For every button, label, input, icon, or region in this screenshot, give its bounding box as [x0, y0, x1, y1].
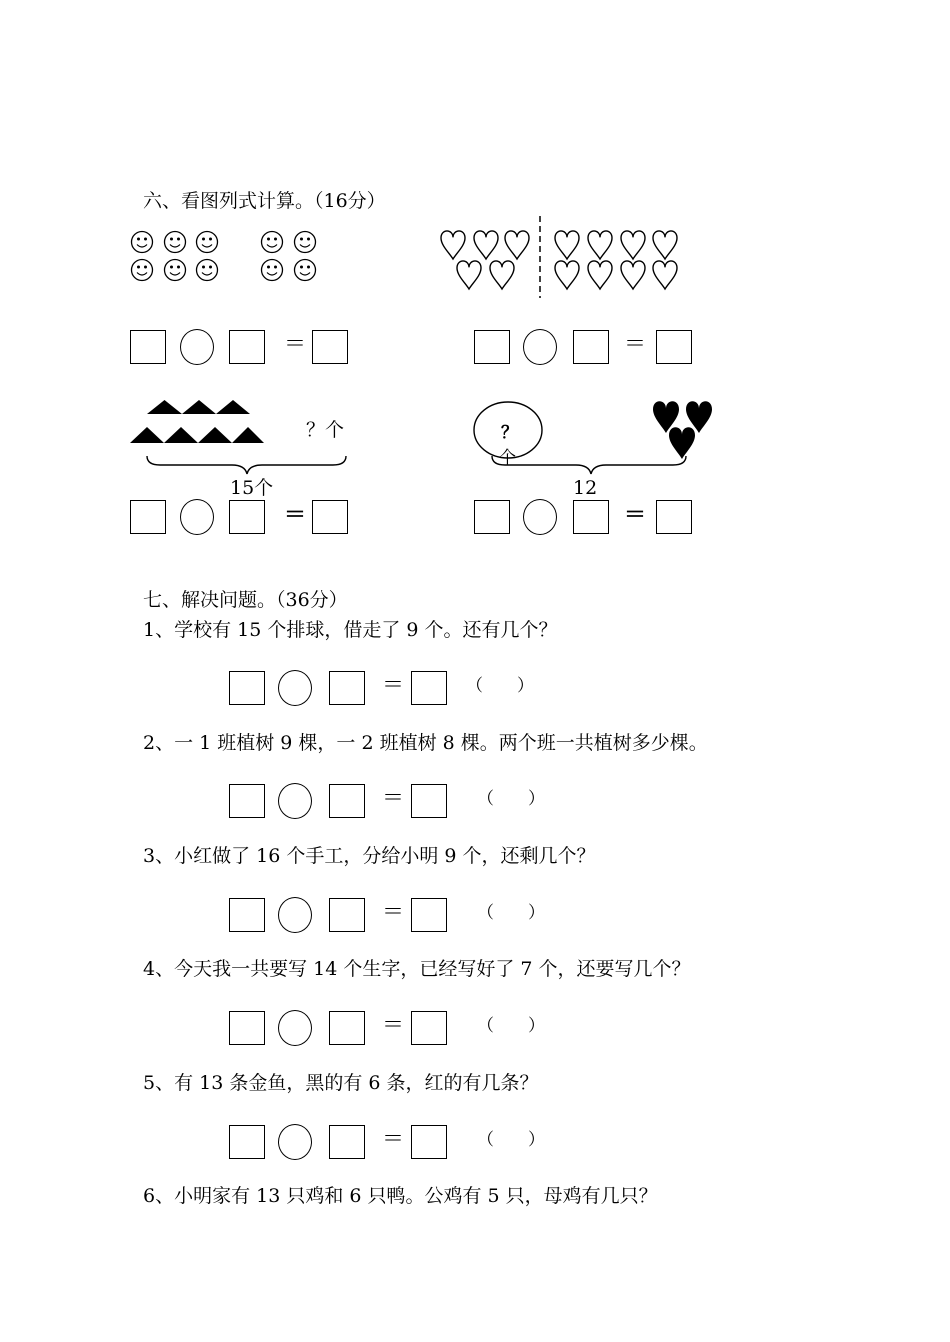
problem-4-text: 4、今天我一共要写 14 个生字，已经写好了 7 个，还要写几个？: [143, 958, 691, 980]
operator-circle[interactable]: [278, 1010, 312, 1046]
brace-left: [147, 456, 346, 474]
answer-box[interactable]: [411, 784, 447, 818]
triangle-total-label: 15个: [230, 477, 274, 499]
answer-box[interactable]: [329, 671, 365, 705]
answer-paren[interactable]: （ ）: [477, 1130, 545, 1150]
brace-right: [492, 456, 686, 474]
answer-box[interactable]: [474, 500, 510, 534]
black-hearts-group: [653, 401, 712, 459]
equals-sign: ＝: [382, 900, 405, 925]
problem-5-text: 5、有 13 条金鱼，黑的有 6 条，红的有几条？: [143, 1072, 539, 1094]
problem-2-text: 2、一 1 班植树 9 棵，一 2 班植树 8 棵。两个班一共植树多少棵。: [143, 732, 708, 754]
answer-box[interactable]: [329, 1125, 365, 1159]
answer-box[interactable]: [573, 500, 609, 534]
answer-box[interactable]: [411, 671, 447, 705]
answer-paren[interactable]: （ ）: [477, 1016, 545, 1036]
answer-box[interactable]: [411, 898, 447, 932]
answer-box[interactable]: [329, 784, 365, 818]
black-triangle-icon: [130, 427, 164, 443]
black-triangle-icon: [198, 427, 232, 443]
black-triangle-icon: [216, 400, 250, 414]
answer-box[interactable]: [329, 1011, 365, 1045]
answer-box[interactable]: [229, 1125, 265, 1159]
answer-box[interactable]: [656, 500, 692, 534]
equals-sign: ＝: [382, 786, 405, 811]
black-heart-icon: [669, 427, 695, 459]
answer-paren[interactable]: （ ）: [477, 789, 545, 809]
answer-box[interactable]: [411, 1011, 447, 1045]
unknown-count-label: ？个: [306, 419, 345, 441]
section7-title: 七、解决问题。（36分）: [143, 589, 348, 611]
answer-box[interactable]: [229, 1011, 265, 1045]
equals-sign: ＝: [284, 502, 307, 528]
black-triangles-group: [130, 400, 264, 443]
equals-sign: ＝: [624, 502, 647, 528]
equals-sign: ＝: [382, 673, 405, 698]
operator-circle[interactable]: [278, 1124, 312, 1160]
heart-total-label: 12: [573, 477, 598, 499]
operator-circle[interactable]: [278, 783, 312, 819]
problem-3-text: 3、小红做了 16 个手工，分给小明 9 个，还剩几个？: [143, 845, 596, 867]
equals-sign: ＝: [284, 332, 307, 357]
answer-box[interactable]: [312, 500, 348, 534]
operator-circle[interactable]: [278, 670, 312, 706]
operator-circle[interactable]: [180, 499, 214, 535]
bubble-question-mark: ？: [501, 423, 518, 443]
answer-box[interactable]: [229, 671, 265, 705]
black-triangle-icon: [147, 400, 182, 414]
answer-box[interactable]: [329, 898, 365, 932]
answer-box[interactable]: [411, 1125, 447, 1159]
answer-box[interactable]: [130, 500, 166, 534]
bubble-unit-label: 个: [499, 448, 516, 468]
problem-1-text: 1、学校有 15 个排球，借走了 9 个。还有几个？: [143, 619, 558, 641]
figure-row-2: [0, 0, 950, 520]
answer-box[interactable]: [229, 898, 265, 932]
operator-circle[interactable]: [523, 499, 557, 535]
equals-sign: ＝: [382, 1013, 405, 1038]
answer-box[interactable]: [229, 500, 265, 534]
equals-sign: ＝: [624, 332, 647, 357]
black-triangle-icon: [232, 427, 264, 443]
operator-circle[interactable]: [278, 897, 312, 933]
answer-box[interactable]: [229, 784, 265, 818]
answer-paren[interactable]: （ ）: [466, 676, 534, 696]
section6-title: 六、看图列式计算。（16分）: [143, 190, 386, 212]
problem-6-text: 6、小明家有 13 只鸡和 6 只鸭。公鸡有 5 只，母鸡有几只？: [143, 1185, 658, 1207]
equals-sign: ＝: [382, 1127, 405, 1152]
black-triangle-icon: [182, 400, 216, 414]
answer-paren[interactable]: （ ）: [477, 903, 545, 923]
black-triangle-icon: [164, 427, 198, 443]
